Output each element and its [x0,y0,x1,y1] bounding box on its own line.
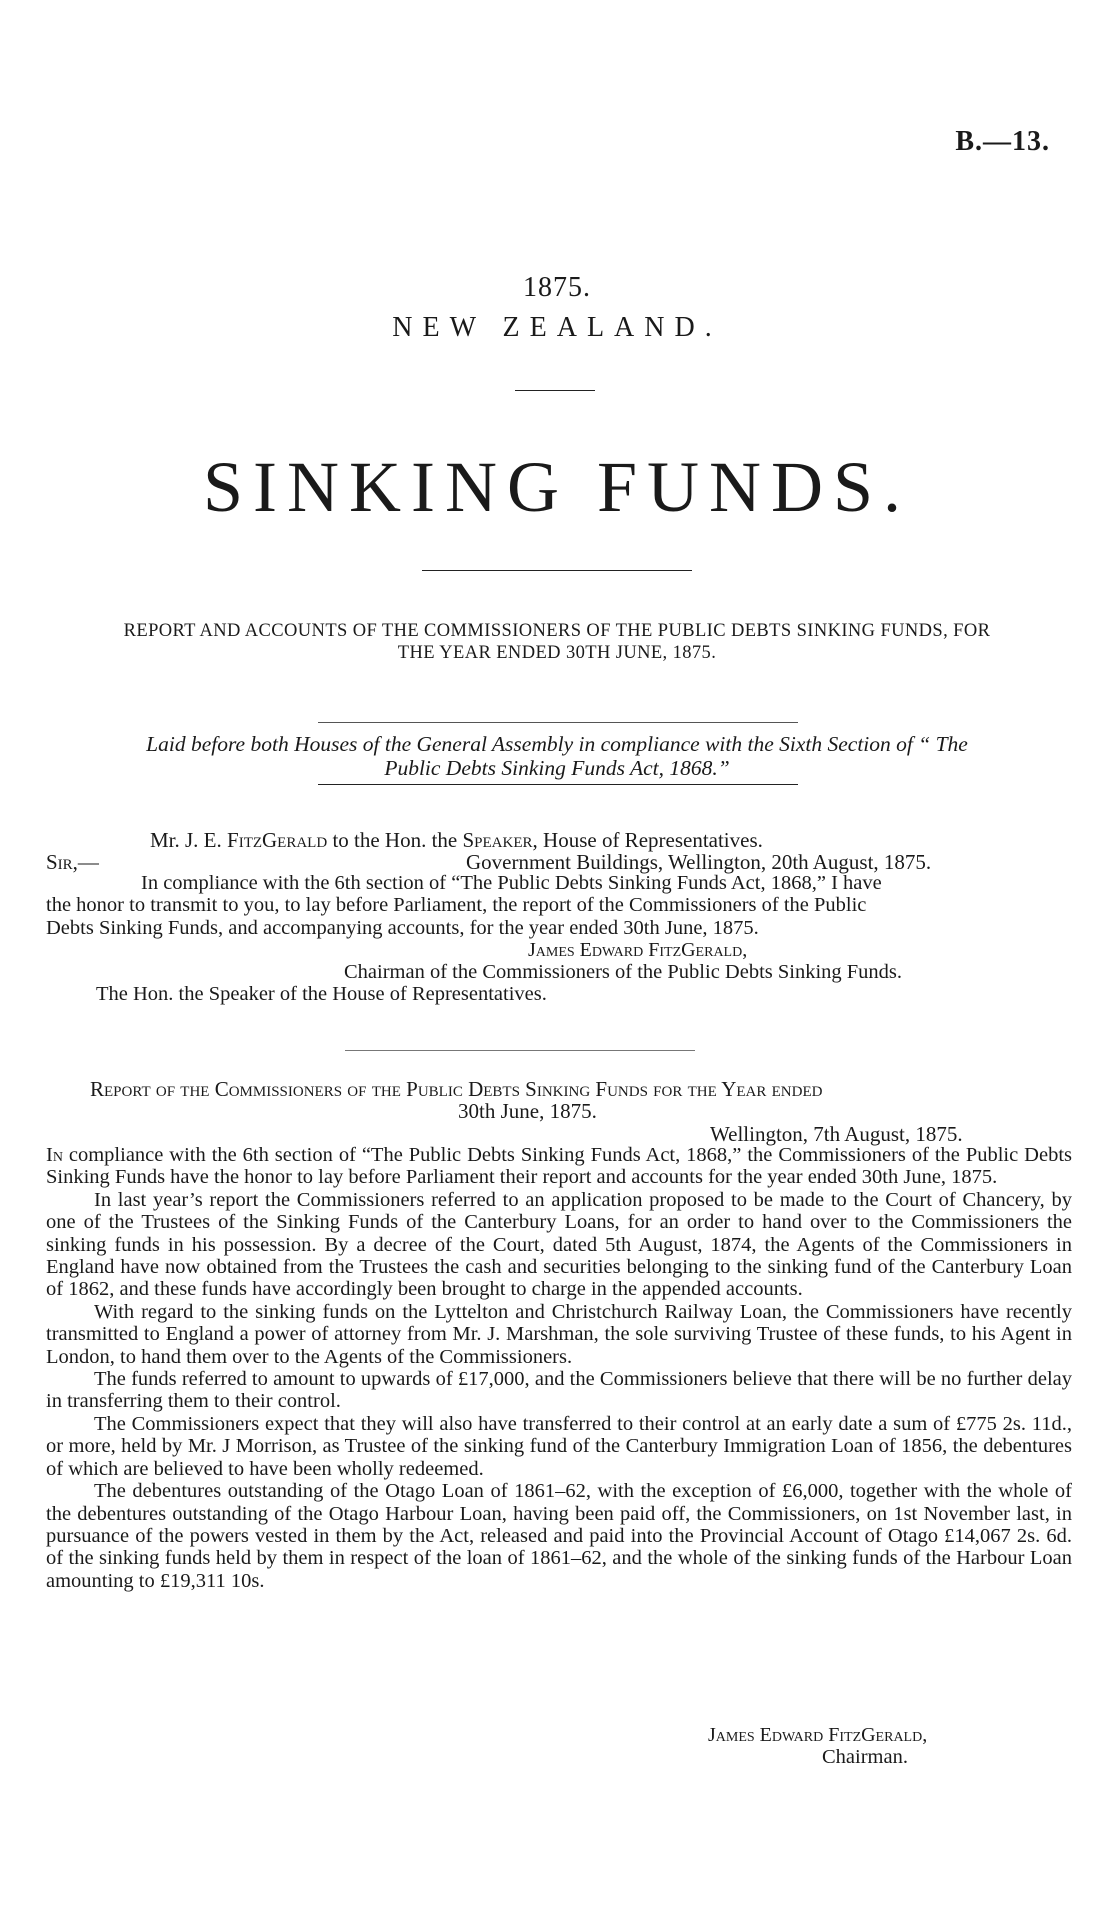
letter-from-name: FitzGerald [227,828,328,852]
subtitle-line-2: THE YEAR ENDED 30TH JUNE, 1875. [397,643,717,663]
letter-speaker: Speaker [462,828,533,852]
letter-signature-name: James Edward FitzGerald, [528,939,748,961]
report-heading [90,1078,1050,1122]
letter-signature-title: Chairman of the Commissioners of the Public Debts Sinking Funds. [344,961,903,983]
laid-before-notice [62,732,1052,780]
report-heading-line-2: 30th June, 1875. [458,1099,597,1123]
report-heading-line-1: Report of the Commissioners of the Public Debts Sinking Funds for the Year ended [90,1077,823,1101]
report-signature-title: Chairman. [822,1746,908,1768]
letter-from-to: to the Hon. the [332,828,458,852]
report-paragraph-4: The funds referred to amount to upwards of £17,000, and the Commissioners believe that there will be no further delay in transferring them to their control. [46,1368,1072,1413]
document-year: 1875. [523,272,591,303]
document-subtitle [42,620,1072,664]
document-title: SINKING FUNDS. [202,447,912,527]
report-para1-initial: In [46,1144,63,1166]
laid-top-rule [318,722,798,723]
report-para1-text: compliance with the 6th section of “The Public Debts Sinking Funds Act, 1868,” the Commissioners of the Public Debts Sinking Funds have the honor to lay before Parliament their report and accounts for the year ended 30th June, 1875. [46,1144,1072,1189]
document-reference: B.—13. [955,126,1050,157]
report-paragraph-1 [46,1144,1072,1189]
laid-bottom-rule [318,784,798,785]
laid-before-line-1: Laid before both Houses of the General Assembly in compliance with the Sixth Section of “ The [146,732,968,756]
letter-body [46,872,1072,939]
title-divider [422,570,692,571]
letter-addressee: The Hon. the Speaker of the House of Representatives. [96,983,547,1005]
letter-body-line-2: the honor to transmit to you, to lay before Parliament, the report of the Commissioners of the Public [46,894,867,917]
laid-before-line-2: Public Debts Sinking Funds Act, 1868.” [384,756,730,780]
short-divider [515,390,595,391]
report-paragraph-3: With regard to the sinking funds on the Lyttelton and Christchurch Railway Loan, the Commissioners have recently transmitted to England a power of attorney from Mr. J. Marshman, the sole surviving Trustee of these funds, to his Agent in London, to hand them over to the Agents of the Commissioners. [46,1300,1072,1368]
report-place-date: Wellington, 7th August, 1875. [710,1122,963,1146]
report-body [46,1144,1072,1592]
letter-from-mr: Mr. J. E. [150,828,222,852]
letter-salutation: Sir,— [46,850,99,874]
letter-body-line-3: Debts Sinking Funds, and accompanying accounts, for the year ended 30th June, 1875. [46,916,759,939]
letter-body-line-1: In compliance with the 6th section of “The Public Debts Sinking Funds Act, 1868,” I have [141,872,882,894]
report-signature-name: James Edward FitzGerald, [708,1724,928,1746]
letter-address: Government Buildings, Wellington, 20th August, 1875. [466,850,932,874]
letter-house: , House of Representatives. [532,828,763,852]
report-paragraph-2: In last year’s report the Commissioners referred to an application proposed to be made to the Court of Chancery, by one of the Trustees of the Sinking Funds of the Canterbury Loans, for an order to hand over to the Commissioners the sinking funds in his possession. By a decree of the Court, dated 5th August, 1874, the Agents of the Commissioners in England have now obtained from the Trustees the cash and securities belonging to the sinking fund of the Canterbury Loan of 1862, and these funds have accordingly been brought to charge in the appended accounts. [46,1188,1072,1301]
report-paragraph-5: The Commissioners expect that they will also have transferred to their control at an early date a sum of £775 2s. 11d., or more, held by Mr. J Morrison, as Trustee of the sinking fund of the Canterbury Immigration Loan of 1856, the debentures of which are believed to have been wholly redeemed. [46,1412,1072,1480]
letter-divider [345,1050,695,1051]
country-heading: NEW ZEALAND. [392,312,722,343]
subtitle-line-1: REPORT AND ACCOUNTS OF THE COMMISSIONERS OF THE PUBLIC DEBTS SINKING FUNDS, FOR [123,621,991,641]
report-paragraph-6: The debentures outstanding of the Otago Loan of 1861–62, with the exception of £6,000, together with the whole of the debentures outstanding of the Otago Harbour Loan, having been paid off, the Commissioners, on 1st November last, in pursuance of the powers vested in them by the Act, released and paid into the Provincial Account of Otago £14,067 2s. 6d. of the sinking funds held by them in respect of the loan of 1861–62, and the whole of the sinking funds of the Harbour Loan amounting to £19,311 10s. [46,1480,1072,1592]
